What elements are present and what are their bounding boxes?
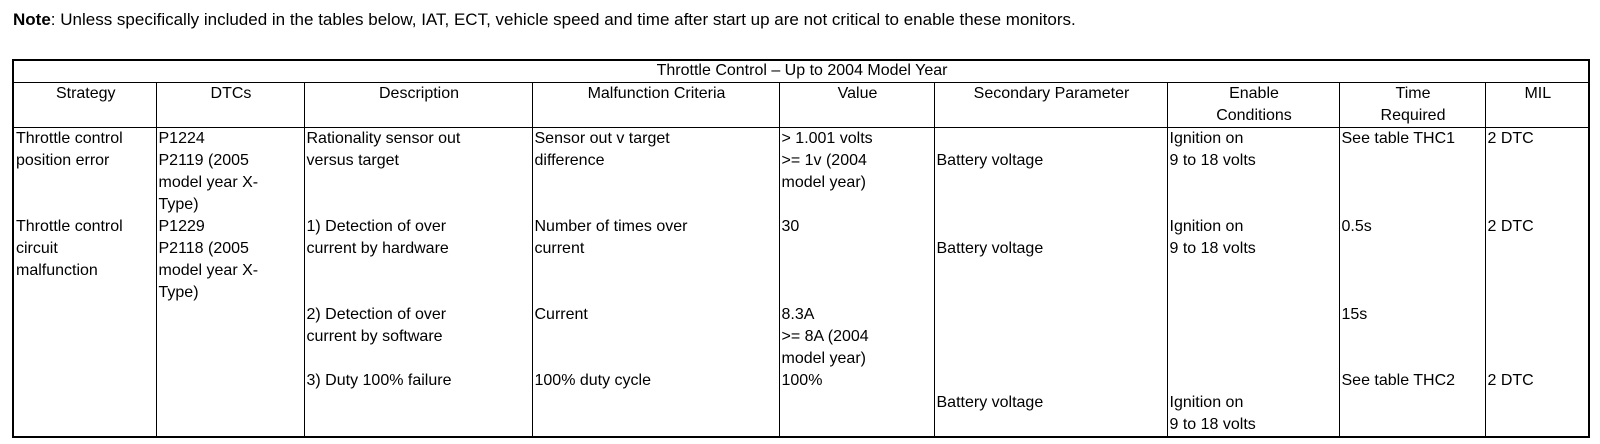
cell-time: See table THC2 bbox=[1339, 370, 1485, 437]
cell-mil bbox=[1485, 304, 1589, 370]
cell-time: 15s bbox=[1339, 304, 1485, 370]
table-row bbox=[13, 128, 1589, 217]
table-header-row bbox=[13, 83, 1589, 128]
cell-description: Rationality sensor out versus target bbox=[304, 128, 532, 217]
cell-secondary bbox=[934, 304, 1167, 370]
cell-value: 30 bbox=[779, 216, 934, 304]
cell-criteria: Number of times over current bbox=[532, 216, 779, 304]
cell-dtcs: P1229 P2118 (2005 model year X- Type) bbox=[156, 216, 304, 437]
note-paragraph bbox=[13, 8, 1076, 32]
cell-time: See table THC1 bbox=[1339, 128, 1485, 217]
header-secondary-parameter: Secondary Parameter bbox=[934, 83, 1167, 128]
header-dtcs: DTCs bbox=[156, 83, 304, 128]
cell-secondary: Battery voltage bbox=[934, 128, 1167, 217]
throttle-control-table bbox=[12, 59, 1590, 438]
header-time-required: Time Required bbox=[1339, 83, 1485, 128]
header-mil: MIL bbox=[1485, 83, 1589, 128]
header-strategy: Strategy bbox=[13, 83, 156, 128]
cell-value: 100% bbox=[779, 370, 934, 437]
table-title: Throttle Control – Up to 2004 Model Year bbox=[13, 60, 1589, 83]
cell-criteria: Sensor out v target difference bbox=[532, 128, 779, 217]
header-description: Description bbox=[304, 83, 532, 128]
cell-secondary: Battery voltage bbox=[934, 370, 1167, 437]
cell-description: 3) Duty 100% failure bbox=[304, 370, 532, 437]
cell-enable bbox=[1167, 304, 1339, 370]
table-row bbox=[13, 216, 1589, 304]
cell-enable: Ignition on 9 to 18 volts bbox=[1167, 216, 1339, 304]
cell-enable: Ignition on 9 to 18 volts bbox=[1167, 128, 1339, 217]
table-title-row bbox=[13, 60, 1589, 83]
cell-time: 0.5s bbox=[1339, 216, 1485, 304]
header-enable-conditions: Enable Conditions bbox=[1167, 83, 1339, 128]
cell-strategy: Throttle control position error bbox=[13, 128, 156, 217]
cell-description: 2) Detection of over current by software bbox=[304, 304, 532, 370]
cell-value: > 1.001 volts >= 1v (2004 model year) bbox=[779, 128, 934, 217]
cell-dtcs: P1224 P2119 (2005 model year X- Type) bbox=[156, 128, 304, 217]
cell-value: 8.3A >= 8A (2004 model year) bbox=[779, 304, 934, 370]
header-malfunction-criteria: Malfunction Criteria bbox=[532, 83, 779, 128]
header-value: Value bbox=[779, 83, 934, 128]
cell-criteria: 100% duty cycle bbox=[532, 370, 779, 437]
cell-enable: Ignition on 9 to 18 volts bbox=[1167, 370, 1339, 437]
cell-mil: 2 DTC bbox=[1485, 370, 1589, 437]
cell-mil: 2 DTC bbox=[1485, 128, 1589, 217]
cell-strategy: Throttle control circuit malfunction bbox=[13, 216, 156, 437]
cell-secondary: Battery voltage bbox=[934, 216, 1167, 304]
cell-mil: 2 DTC bbox=[1485, 216, 1589, 304]
note-text: : Unless specifically included in the tables below, IAT, ECT, vehicle speed and time after start up are not critical to enable these monitors. bbox=[50, 10, 1076, 29]
note-label: Note bbox=[13, 10, 51, 29]
cell-criteria: Current bbox=[532, 304, 779, 370]
cell-description: 1) Detection of over current by hardware bbox=[304, 216, 532, 304]
